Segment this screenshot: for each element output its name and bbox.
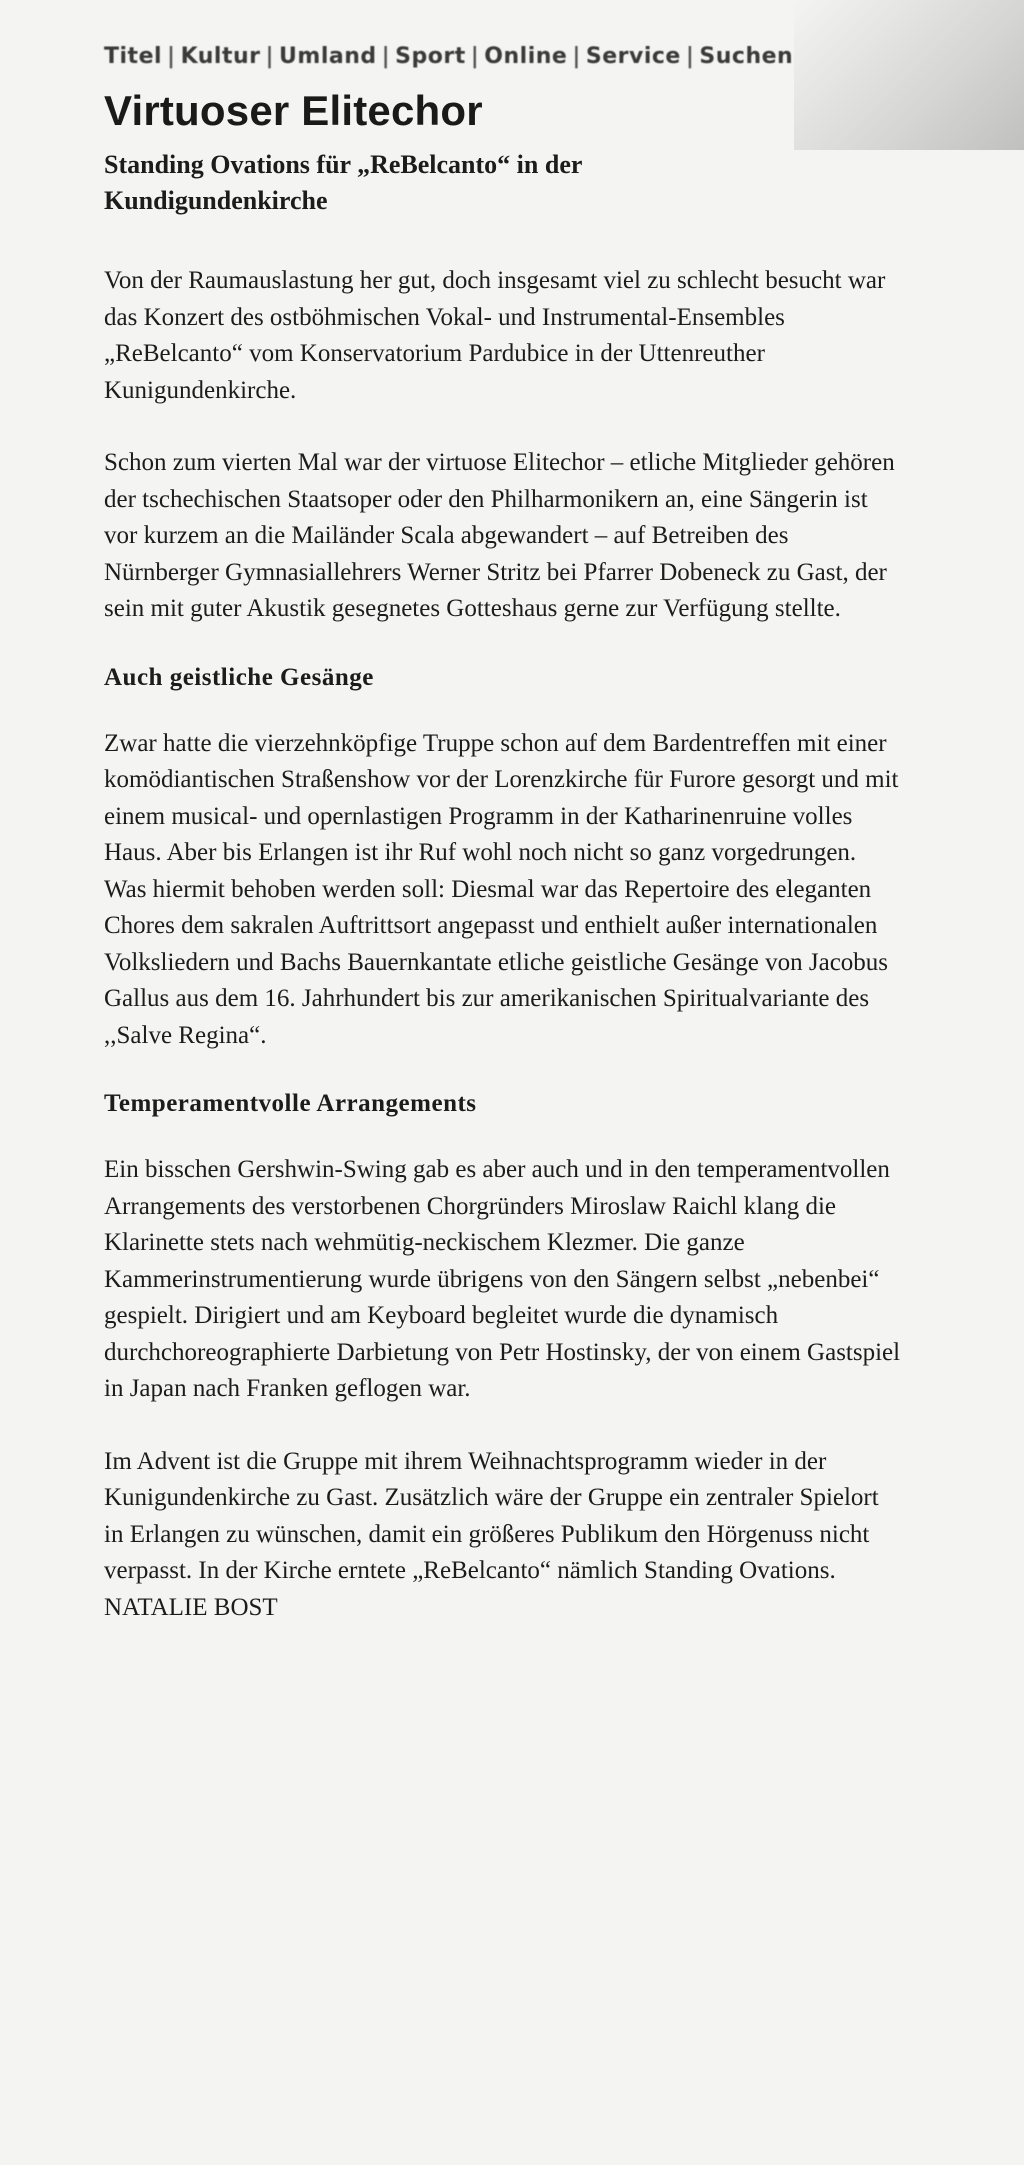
nav-item-suchen[interactable]: Suchen bbox=[699, 44, 794, 69]
article-paragraph-5: Im Advent ist die Gruppe mit ihrem Weihnachtsprogramm wieder in der Kunigundenkirche zu Gast. Zusätzlich wäre der Gruppe ein zentraler Spielort in Erlangen zu wünschen, damit ein größeres Publikum den Hörgenuss nicht verpasst. In der Kirche erntete „ReBelcanto“ nämlich Standing Ovations. NATALIE BOST bbox=[104, 1447, 879, 1621]
article-title: Virtuoser Elitechor bbox=[104, 87, 483, 134]
article-subtitle: Standing Ovations für „ReBelcanto“ in der Kundigundenkirche bbox=[104, 150, 582, 215]
nav-separator: | bbox=[167, 44, 176, 69]
nav-item-kultur[interactable]: Kultur bbox=[180, 44, 261, 69]
nav-separator: | bbox=[265, 44, 275, 69]
section-nav bbox=[104, 44, 904, 69]
nav-separator: | bbox=[470, 44, 480, 69]
nav-item-umland[interactable]: Umland bbox=[279, 44, 377, 69]
nav-separator: | bbox=[381, 44, 391, 69]
nav-separator: | bbox=[685, 44, 695, 69]
nav-item-service[interactable]: Service bbox=[585, 44, 681, 69]
article-paragraph-1: Von der Raumauslastung her gut, doch insgesamt viel zu schlecht besucht war das Konzert des ostböhmischen Vokal- und Instrumental-Ensembles „ReBelcanto“ vom Konservatorium Pardubice in der Uttenreuther Kunigundenkirche. bbox=[104, 267, 886, 404]
nav-separator: | bbox=[572, 44, 581, 69]
section-heading-geistliche-gesaenge: Auch geistliche Gesänge bbox=[104, 663, 374, 691]
article-page bbox=[104, 44, 904, 1662]
article-paragraph-4: Ein bisschen Gershwin-Swing gab es aber auch und in den temperamentvollen Arrangements des verstorbenen Chorgründers Miroslaw Raichl klang die Klarinette stets nach wehmütig-neckischem Klezmer. Die ganze Kammerinstrumentierung wurde übrigens von den Sängern selbst „nebenbei“ gespielt. Dirigiert und am Keyboard begleitet wurde die dynamisch durchchoreographierte Darbietung von Petr Hostinsky, der von einem Gastspiel in Japan nach Franken geflogen war. bbox=[104, 1156, 901, 1402]
section-heading-arrangements: Temperamentvolle Arrangements bbox=[104, 1090, 477, 1117]
nav-item-online[interactable]: Online bbox=[484, 44, 568, 69]
nav-item-titel[interactable]: Titel bbox=[104, 44, 163, 69]
article-paragraph-2: Schon zum vierten Mal war der virtuose Elitechor – etliche Mitglieder gehören der tschechischen Staatsoper oder den Philharmonikern an, eine Sängerin ist vor kurzem an die Mailänder Scala abgewandert – auf Betreiben des Nürnberger Gymnasiallehrers Werner Stritz bei Pfarrer Dobeneck zu Gast, der sein mit guter Akustik gesegnetes Gotteshaus gerne zur Verfügung stellte. bbox=[104, 449, 895, 622]
article-paragraph-3: Zwar hatte die vierzehnköpfige Truppe schon auf dem Bardentreffen mit einer komödiantischen Straßenshow vor der Lorenzkirche für Furore gesorgt und mit einem musical- und opernlastigen Programm in der Katharinenruine volles Haus. Aber bis Erlangen ist ihr Ruf wohl noch nicht so ganz vorgedrungen. Was hiermit behoben werden soll: Diesmal war das Repertoire des eleganten Chores dem sakralen Auftrittsort angepasst und enthielt außer internationalen Volksliedern und Bachs Bauernkantate etliche geistliche Gesänge von Jacobus Gallus aus dem 16. Jahrhundert bis zur amerikanischen Spiritualvariante des ,,Salve Regina“. bbox=[104, 729, 899, 1049]
nav-item-sport[interactable]: Sport bbox=[395, 44, 466, 69]
